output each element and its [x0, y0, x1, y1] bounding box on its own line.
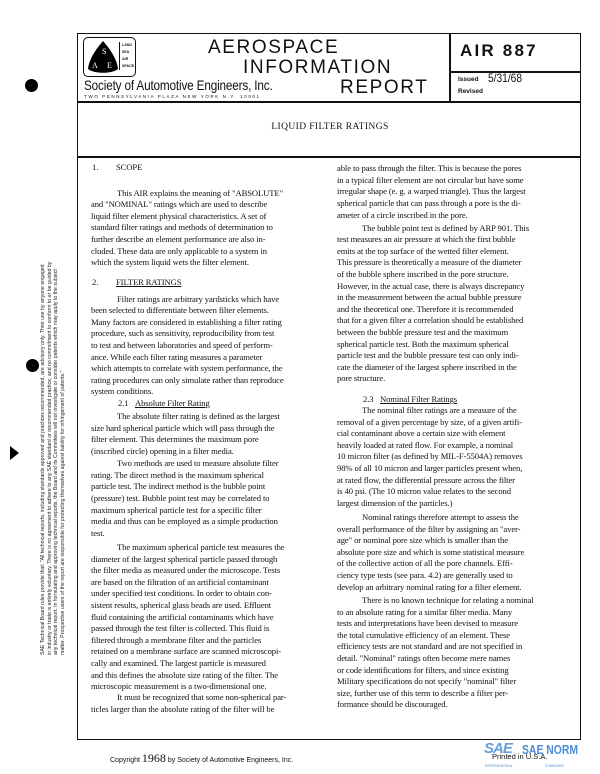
paragraph-line: absolute pore size and which is some statistical measure — [337, 546, 525, 557]
paragraph-line: procedure, such as sensitivity, reproducibility from test — [91, 328, 275, 339]
header-report: REPORT — [340, 77, 429, 98]
paragraph-line: Many factors are considered in establishing a filter rating — [91, 316, 282, 327]
paragraph-line: particle test. The indirect method is the bubble point — [91, 481, 266, 492]
header-divider — [77, 101, 581, 103]
paragraph-line: or code identifications for filters, and since existing — [337, 664, 509, 675]
paragraph-line: heavily loaded at rated flow. For example, a nominal — [337, 439, 514, 450]
copyright-year: 1968 — [141, 751, 166, 765]
paragraph-line: removal of a given percentage by size, of a given artifi- — [337, 416, 522, 427]
title-divider — [77, 156, 581, 158]
sae-disclaimer — [40, 135, 66, 655]
paragraph-line: fluid containing the artificial contaminants which have — [91, 611, 274, 622]
paragraph-line: maximum spherical particle test for a specific filter — [91, 504, 262, 515]
paragraph-line: are based on the filtration of an artificial contaminant — [91, 576, 269, 587]
disclaimer-line: matter. Prospective users of the report are responsible for protecting themselves against liability for infringement of patents." — [59, 370, 66, 655]
paragraph-line: emits at the top surface of the wetted filter element. — [337, 245, 509, 256]
section-number: 2. — [92, 276, 99, 287]
paragraph-line: However, in the actual case, there is always discrepancy — [337, 280, 525, 291]
header-vertical-divider — [449, 33, 451, 102]
logo-letter: E — [107, 61, 112, 70]
paragraph-line: further describe an element performance are also in- — [91, 233, 266, 244]
paragraph-line: largest dimension of the particles.) — [337, 497, 453, 508]
paragraph-line: Filter ratings are arbitrary yardsticks which have — [117, 293, 280, 304]
paragraph-line: It must be recognized that some non-spherical par- — [117, 692, 287, 703]
paragraph-line: This pressure is theoretically a measure of the diameter — [337, 257, 522, 268]
printed-in-usa: Printed in U.S.A. — [492, 752, 548, 761]
paragraph-line: tests and interpretations have been devised to measure — [337, 618, 518, 629]
watermark-sub-right: STANDARD — [545, 764, 564, 768]
paragraph-line: filter element. This determines the maximum pore — [91, 434, 259, 445]
paragraph-line: which attempts to correlate with system performance, the — [91, 363, 283, 374]
society-address: TWO PENNSYLVANIA PLAZA NEW YORK N.Y. 10001 — [84, 94, 261, 99]
paragraph-line: between the bubble pressure test and the maximum — [337, 326, 509, 337]
section-heading: FILTER RATINGS — [116, 276, 182, 287]
paragraph-line: The nominal filter ratings are a measure of the — [362, 404, 517, 415]
punch-hole-mark — [25, 79, 38, 92]
paragraph-line: rating. The direct method is the maximum spherical — [91, 469, 264, 480]
section-number: 2.3 — [363, 394, 374, 405]
paragraph-line: (pressure) test. Bubble point test may be correlated to — [91, 493, 270, 503]
paragraph-line: passed through the test filter is collected. This fluid is — [91, 623, 270, 634]
paragraph-line: under specified test conditions. In order to obtain con- — [91, 588, 272, 599]
paragraph-line: able to pass through the filter. This is because the pores — [337, 163, 522, 174]
motto-word: AIR — [122, 57, 129, 61]
paragraph-line: to an absolute rating for a similar filter media. Many — [337, 606, 513, 617]
paragraph-line: ameter of a circle inscribed in the pore. — [337, 209, 468, 220]
section-number: 1. — [92, 162, 99, 173]
issued-date: 5/31/68 — [488, 71, 523, 85]
paragraph-line: particle test and the bubble pressure test can only indi- — [337, 350, 519, 361]
paragraph-line: spherical particle test. Both the maximum spherical — [337, 338, 509, 349]
disclaimer-line: any technical report. In formulating and approving technical reports, the Board and its Committees will not investigate or consider patents which may apply to the subject — [53, 269, 60, 655]
paragraph-line: at rated flow, the differential pressure across the filter — [337, 474, 515, 485]
paragraph-line: to test and between laboratories and speed of perform- — [91, 339, 273, 350]
document-number: AIR 887 — [460, 41, 538, 60]
motto-word: SEA — [122, 50, 130, 54]
paragraph-line: (inscribed circle) opening in a filter media. — [91, 445, 234, 456]
paragraph-line: The bubble point test is defined by ARP 901. This — [362, 222, 529, 233]
logo-letter: A — [92, 61, 98, 70]
paragraph-line: which the system liquid wets the filter element. — [91, 257, 249, 268]
disclaimer-line: SAE Technical Board rules provide that: "All technical reports, including standards approved and practices recommended, are advisory only. Their use by anyone engaged — [40, 264, 46, 655]
header-aerospace: AEROSPACE — [208, 37, 340, 58]
paragraph-line: standard filter ratings and methods of determination to — [91, 222, 273, 233]
paragraph-line: sistent results, spherical glass beads are used. Effluent — [91, 599, 272, 610]
paragraph-line: and this defines the absolute size rating of the filter. The — [91, 669, 278, 680]
header-information: INFORMATION — [243, 57, 393, 78]
copyright-prefix: Copyright — [110, 757, 140, 764]
paragraph-line: cate the diameter of the largest sphere inscribed in the — [337, 361, 517, 372]
section-heading: Absolute Filter Rating — [135, 398, 210, 409]
society-name: Society of Automotive Engineers, Inc. — [84, 77, 273, 93]
paragraph-line: The maximum spherical particle test measures the — [117, 541, 285, 552]
paragraph-line: size, further use of this term to describe a filter per- — [337, 687, 509, 698]
paragraph-line: the filter media as measured under the microscope. Tests — [91, 565, 281, 576]
sae-emblem-icon — [86, 39, 120, 75]
paragraph-line: cally and examined. The largest particle is measured — [91, 657, 266, 668]
paragraph-line: cial contaminant above a certain size with element — [337, 428, 506, 439]
paragraph-line: is 40 psi. (The 10 micron value relates to the second — [337, 486, 511, 497]
paragraph-line: irregular shape (e. g. a warped triangle). Thus the largest — [337, 186, 526, 197]
paragraph-line: of the collective action of all the pore channels. Effi- — [337, 558, 513, 569]
paragraph-line: test. — [91, 527, 105, 538]
paragraph-line: ciency type tests (see para. 4.2) are generally used to — [337, 569, 513, 580]
paragraph-line: test measures an air pressure at which the first bubble — [337, 234, 516, 245]
paragraph-line: and "NOMINAL" ratings which are used to describe — [91, 199, 268, 210]
logo-letter: S — [102, 47, 107, 56]
section-heading: SCOPE — [116, 162, 143, 173]
paragraph-line: filtered through a membrane filter and the particles — [91, 634, 262, 645]
paragraph-line: pore structure. — [337, 373, 386, 384]
revised-label: Revised — [458, 88, 483, 95]
paragraph-line: diameter of the largest spherical particle passed through — [91, 553, 278, 564]
logo-motto — [119, 42, 134, 70]
paragraph-line: rating procedures can only simulate rather than reproduce — [91, 374, 284, 385]
paragraph-line: ticles larger than the absolute rating of the filter will be — [91, 703, 275, 714]
paragraph-line: spherical particle that can pass through a pore is the di- — [337, 198, 521, 208]
paragraph-line: of the bubble sphere inscribed in the pore structure. — [337, 268, 509, 279]
paragraph-line: overall performance of the filter by assigning an "aver- — [337, 523, 521, 534]
paragraph-line: efficiency tests are not standard and are not specified in — [337, 641, 523, 652]
disclaimer-line: in industry or trade is entirely voluntary. There is no agreement to adhere to any SAE standard or recommended practice, and no commitment to conform to or be guided by — [46, 261, 53, 655]
paragraph-line: ance. While each filter rating measures a parameter — [91, 351, 263, 362]
motto-word: LAND — [122, 43, 132, 47]
paragraph-line: and the theoretical one. Therefore it is recommended — [337, 303, 514, 314]
paragraph-line: that for a given filter a correlation should be established — [337, 315, 524, 326]
paragraph-line: 98% of all 10 micron and larger particles present when, — [337, 462, 523, 473]
paragraph-line: retained on a membrane surface are scanned microscopi- — [91, 646, 282, 657]
watermark-logo: SAE — [484, 740, 512, 757]
paragraph-line: in the measurement between the actual bubble pressure — [337, 292, 522, 303]
paragraph-line: been selected to differentiate between filter elements. — [91, 305, 269, 316]
paragraph-line: age" or nominal pore size which is smaller than the — [337, 535, 508, 546]
copyright-line — [110, 751, 293, 766]
punch-hole-mark — [26, 359, 39, 372]
motto-word: SPACE — [122, 64, 135, 68]
watermark-sub-left: INTERNATIONAL — [485, 764, 513, 768]
paragraph-line: size hard spherical particle which will pass through the — [91, 422, 275, 433]
issued-label: Issued — [458, 76, 479, 83]
paragraph-line: This AIR explains the meaning of "ABSOLUTE" — [117, 187, 283, 198]
triangle-marker-icon — [10, 446, 19, 460]
paragraph-line: 10 micron filter (as defined by MIL-F-5504A) removes — [337, 451, 523, 462]
watermark-text: SAE NORM — [522, 742, 579, 757]
paragraph-line: Nominal ratings therefore attempt to assess the — [362, 511, 519, 522]
paragraph-line: There is no known technique for relating a nominal — [362, 594, 534, 605]
paragraph-line: microscopic measurement is a two-dimensional one. — [91, 681, 267, 692]
paragraph-line: The absolute filter rating is defined as the largest — [117, 410, 280, 421]
paragraph-line: the total cumulative efficiency of an element. These — [337, 629, 510, 640]
section-heading: Nominal Filter Ratings — [380, 394, 458, 405]
document-title: LIQUID FILTER RATINGS — [271, 122, 389, 132]
copyright-suffix: by Society of Automotive Engineers, Inc. — [167, 757, 294, 764]
paragraph-line: develop an arbitrary nominal rating for a filter element. — [337, 581, 522, 592]
paragraph-line: Military specifications do not specify "nominal" filter — [337, 676, 517, 687]
paragraph-line: media and thus can be employed as a simple production — [91, 516, 278, 527]
paragraph-line: cluded. These data are only applicable to a system in — [91, 245, 267, 256]
paragraph-line: liquid filter element physical characteristics. A set of — [91, 210, 267, 221]
paragraph-line: formance should be discouraged. — [337, 699, 448, 710]
paragraph-line: in a typical filter element are not circular but have some — [337, 174, 524, 185]
paragraph-line: system conditions. — [91, 386, 154, 397]
sae-logo — [83, 37, 136, 77]
section-number: 2.1 — [118, 398, 129, 409]
paragraph-line: detail. "Nominal" ratings often become mere names — [337, 652, 511, 663]
paragraph-line: Two methods are used to measure absolute filter — [117, 458, 279, 469]
